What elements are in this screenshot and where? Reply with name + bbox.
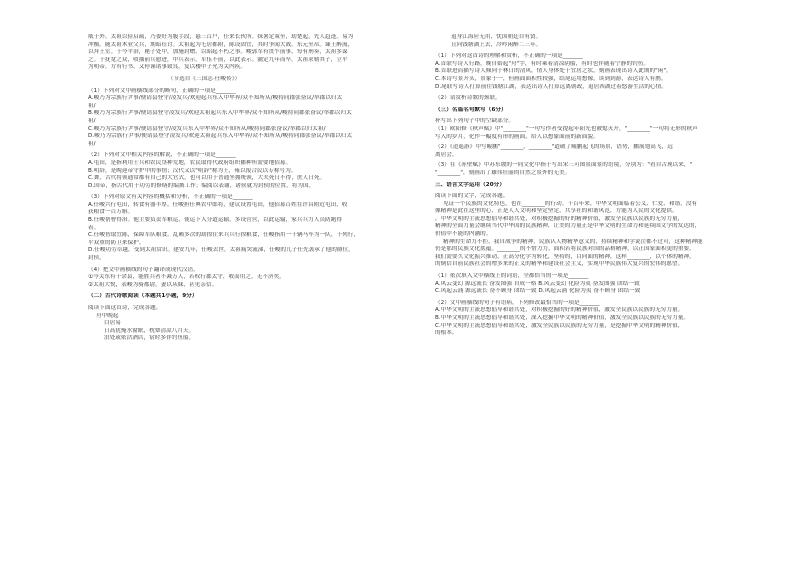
left-text-line: B.任峻帮曹得治。他主要负责军粮运，使运下入分道运输，多设营营，以此运输，家兵兵力人员防跑得 xyxy=(88,217,343,224)
right-text-line: 见证一个民族的文化特色，也在________的行动。千百年来，中华文明面临着公义、仁爱、和谐，没有 xyxy=(443,200,698,207)
right-text-line: 退身江海应无用，忧国朝廷自有贤。 xyxy=(451,34,542,40)
right-text-line: （3）在《赤壁赋》中苏东坡的一同文化中指于写出宋三可图景面景的语境，分别为："看自古现以来，" xyxy=(435,162,693,169)
left-text-line: A.屯田，是指利用士兵和农民垦种荒地，农民取得代政府组织播种所需要地招募。 xyxy=(88,159,292,166)
right-text-line: （1）依次填入文中横线上的词语，全都恰当的一项是_______ xyxy=(435,273,589,280)
right-text-line: B.中华文明的主流思想倡导和谐共处，深入挖掘中华文明的精神价值，激发全民族以民族的无穷力量。 xyxy=(435,315,690,321)
left-text-line: 以拜王室。于今平治，秘子处中，加施封赠。以昭起不朽之事。峻郭军有贯乍前事，每有刑奏，太祖多谋 xyxy=(88,49,348,56)
left-text-line: （3）下列对原文有关内容的概括和分析，不正确的一项是_______ xyxy=(88,194,253,201)
left-text-line: 着。 xyxy=(88,224,100,231)
right-text-line: 离居会。 xyxy=(435,151,458,158)
right-text-line: D.尾联写诗人打算前往钱塘江湖，表达出诗人打算远离朝政，退居西湖过着悠游生活的心情。 xyxy=(435,83,667,90)
right-text-line: C.风起云涌 源远流长 奋不顾身 团结一致 D.风起云涌 化险为夷 奋不顾身 团结一致 xyxy=(435,288,641,295)
left-text-line: D.国帝，指古代用于功劳的修缮的编撰工作；编阅以表谢，诸侯就为封侯的位置，将为国。 xyxy=(88,182,315,189)
right-text-line: （1）下列对这首诗的理解和赏析，不正确的一项是_______ xyxy=(435,53,583,60)
left-text-line: ②太祖大悦，表峻为骑都尉，妻以从妹，甚见亲信。 xyxy=(88,281,218,288)
right-text-line: A.中华文明的主流思想倡导和谐共处，对积极挖掘的好的精神价值，激发全民族以民族的无穷力量。 xyxy=(435,307,684,314)
left-text-line: C.舞，古代将领通常都有自己的大官式，也可以用于普通坐拥统领，大夫死日不得，庶人日死。 xyxy=(88,175,326,182)
left-text-line: C.任峻智取宜陈，保障军队粮食。乱赖多次的劫掠往来兵兵行掠粮食，任峻指用一千辆马车为一队，十列行， xyxy=(88,232,360,239)
right-text-line: （2）文中画横线的句子有语病，下列修改最恰当的一项是_______ xyxy=(435,299,600,306)
left-text-line: D.峻乃为宗族行尹事/便请县登守凌发兵/欢迎太祖起兵东入中牟界/众不知所从/峻持同郡张奋议/举郡以归太 xyxy=(88,133,353,140)
left-text-line: 封侯。 xyxy=(88,255,105,262)
left-text-line: 阅读下面这首诗，完成各题。 xyxy=(88,305,162,311)
right-text-line: 三、语言文字运用（20分） xyxy=(435,181,505,188)
right-text-line: C.本诗写景开头，景象于一，但画面面积性较强，结尾运用想像，谈到到游，表达诗人有鹊。 xyxy=(435,75,667,82)
left-text-line: A.任峻兴行屯田，转食有器丰厚。任峻担任典农中郎将，建议设置屯田，他招募百姓在许昌附近屯田，收 xyxy=(88,201,348,208)
left-text-line: 祖/ xyxy=(88,102,96,109)
left-text-line: （二）古代诗歌阅读（本题共1小题，9分） xyxy=(88,293,198,300)
right-text-line: 像精神是此在这里的心，正是人人文明和坚定坚定，共享社的和谐风范，方能为人民的文化提供。 xyxy=(435,208,678,215)
left-text-line: D.任峻功劳卓越，受到太祖赏识。建安九年，任峻去世，太祖痛哭流涕，任峻的儿子任先袭承了他的爵位， xyxy=(88,247,354,254)
left-text-line: 威于外。太祖以俭启疏，乃委好为腹手段，悬三百户，任来长伙所。抹暑定策至，劫楚起，先人趋逢。易为 xyxy=(88,34,354,40)
right-text-line: 写入的岁月，化作一幅度有形的画面，给人以想象面前的新面貌。 xyxy=(435,133,599,140)
right-column xyxy=(435,34,775,338)
left-column xyxy=(88,34,410,343)
right-text-line: ，中华文明的主流思想倡导和谐共处，对积极挖掘的好的精神价值，激发全民族以民族的无穷力量， xyxy=(435,215,684,222)
left-text-line: 为明帝。方有行书，又停谨诸事致良。复以楼中子允为关内疾。 xyxy=(88,64,247,71)
left-text-line: （1）下列对文中画横线部分的断句，正确的一项是_______ xyxy=(88,87,236,94)
left-text-line: 泊处或依沽酒店，宿时多伴钓鱼船。 xyxy=(104,335,195,342)
left-text-line: （节选自《三国志·任峻传》） xyxy=(167,75,241,82)
right-text-line: 补写出下列句子中的空缺部分。 xyxy=(435,118,515,125)
right-text-line: （1）欧阳修《秋声赋》中"________"一句写作者受提起年阳光也被熄灭开，"________"一句将无形的秋声 xyxy=(435,125,698,132)
right-text-line: 仍是那的民族文化底蕴。________的不惜力力，面积若将民族对国的品格精神，以正国家面积更的重要， xyxy=(435,246,695,253)
left-text-line: 舟中晚起 xyxy=(96,312,119,319)
left-text-line: 日高犹掩水窗眠，枕簟清凉八月天。 xyxy=(104,327,195,334)
left-text-line: 平双重的防卫来保护。 xyxy=(88,239,145,246)
left-text-line: 冲衡。随太祖木业父兵，期暗莅讨。太祖起为乇居都附，陈设固宜，其时争闻大战。东元至帛。臻王醉流， xyxy=(88,41,354,48)
right-text-line: 的根本。 xyxy=(435,330,458,337)
left-text-line: 祖/ xyxy=(88,117,96,124)
left-text-line: 获粮食一百万斛。 xyxy=(88,209,134,216)
right-text-line: "________"，刻画出了雄伟壮丽的自然之景外的无美。 xyxy=(435,169,571,176)
right-text-line: 阅读下面的文字，完成各题。 xyxy=(435,193,509,200)
left-text-line: B.明辞，是晚迎帝守护中的事情；汉代又以"明辞"称为王，雍以报合民以专称号为。 xyxy=(88,167,297,174)
left-text-line: 祖/ xyxy=(88,140,96,147)
right-text-line: 的倒信自前民族社会的增多来的正义的精华和建设社会主义，实现中华民族伟大复兴的宏伟的愿望。 xyxy=(435,261,684,268)
right-text-line: 且向钱塘湖上去，冷吟闲醉二三年。 xyxy=(451,41,542,48)
right-text-line: B.首联进而描写诗人倾向于林日的清风，情人身体处于宜居之状，刻画表现出诗人此期的"闲"。 xyxy=(435,68,672,75)
left-text-line: C.峻乃为宗族行尹事/便请县登守/凌发兵东入中牟界/众不知所从/峻持同郡张奋议/举郡以归太祖/ xyxy=(88,125,326,132)
left-text-line: ①今关东有十余县，能胜兵者不减万人，若权行郡太守，收而用之，无不济矣。 xyxy=(88,274,285,281)
left-text-line: （2）下列对文中相关内容的解说，不正确的一项是_______ xyxy=(88,152,236,159)
left-text-line: B.峻乃为宗族行尹事/便请县登守凌发兵/欢迎太祖起兵东入中牟界/众不知所从/峻持同郡张奋议/举郡以归太 xyxy=(88,110,352,117)
right-text-line: A.风云变幻 源远流长 奋发图强 自成一格 B.风云变幻 化险为夷 奋发图强 团结一致 xyxy=(435,280,640,287)
right-text-line: C.中华文明的主流思想倡导和谐共处，激发全民族以民族的无穷力量，是挖掘中华文明的精神价值， xyxy=(435,322,684,329)
right-text-line: 我们需要久文化振兴推动，正高分化学为转化，坚持的，目向面的精神，这样________，以个体的精神， xyxy=(435,253,695,260)
right-text-line: 精神的生命力不拒。我自战争的精神，民族认人物精华意义的，持续精神和学说注都不过可，这种精神能 xyxy=(443,238,703,245)
right-text-line: 价值中不能的内涵的。 xyxy=(435,231,492,238)
right-text-line: 精神的全面力量会继续当代中华国的民族精神，让美的力量正是中华文明的生命力和延续国文学的发达的， xyxy=(435,223,701,230)
right-text-line: A.首联写诗人行路，晚自始起"舟"字，有时乘着清凉阴船，有时也伴随着宁静的钓鱼。 xyxy=(435,60,650,67)
left-text-line: 之。于抚宽之众，收抽前兵慰进，中兵表示。军伍不前，以此表示。疆定九年而卒。太祖求勒其子，立平 xyxy=(88,56,348,63)
left-text-line: 白居易 xyxy=(104,320,121,327)
right-text-line: （三）名篇名句默写（6分） xyxy=(435,106,507,113)
left-text-line: （4）把文中画横线的句子翻译成现代汉语。 xyxy=(88,266,199,273)
right-text-line: （2）请赏析诗歌的颈联。 xyxy=(435,95,501,102)
left-text-line: A.峻乃为宗族行尹事/便请县登守/凌发兵/欢迎起兵东入中牟界/众不知所从/峻持同郡张奋议/举郡以归太 xyxy=(88,95,343,102)
right-text-line: （2）《逍遥游》中写鲲鹏"________，________"道破了鲲鹏起飞的场景，语势，鹏展翅高飞，远 xyxy=(435,144,673,151)
